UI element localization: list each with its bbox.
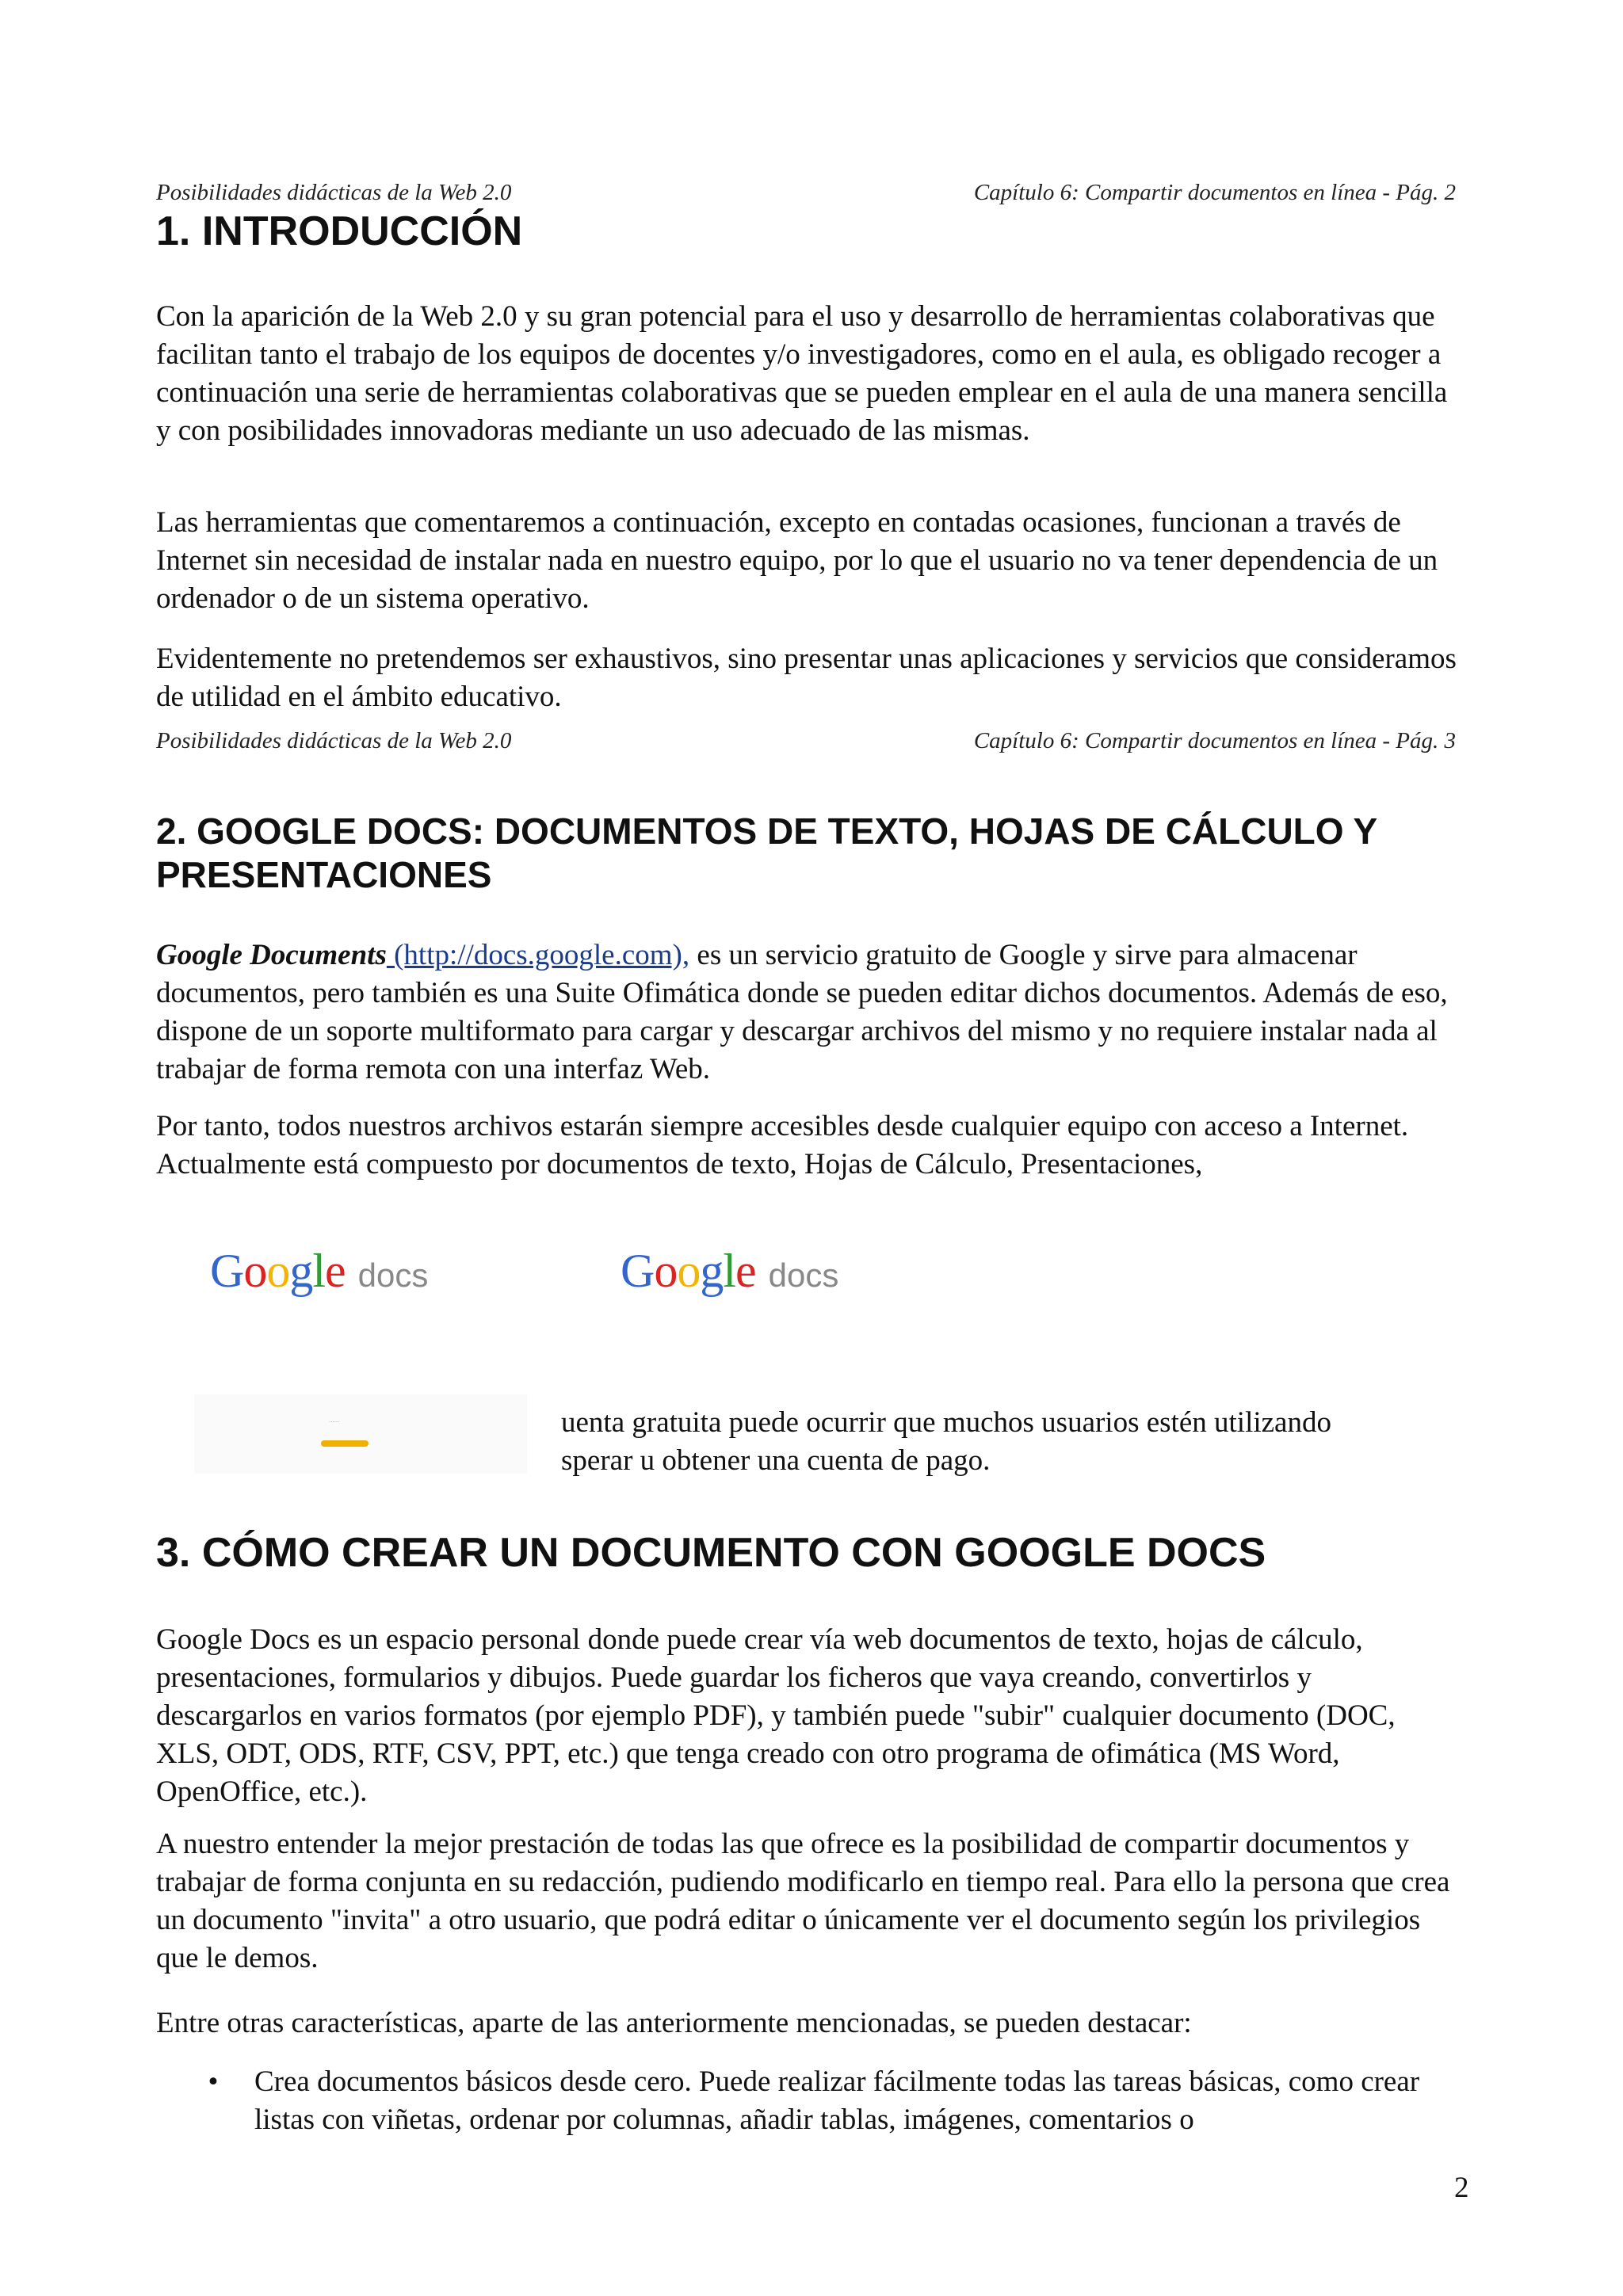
tiny-caption: ...... (329, 1417, 340, 1424)
list-item (156, 2063, 1464, 2139)
list-item-text: Crea documentos básicos desde cero. Puede realizar fácilmente todas las tareas básicas, como crear listas con viñetas, ordenar por columnas, añadir tablas, imágenes, comentarios o (254, 2065, 1420, 2136)
logo-docs-text: docs (768, 1257, 839, 1294)
paragraph: A nuestro entender la mejor prestación de todas las que ofrece es la posibilidad de compartir documentos y trabajar de forma conjunta en su redacción, pudiendo modificarlo en tiempo real. Para ello la persona que crea un documento "invita" a otro usuario, que podrá editar o únicamente ver el documento según los privilegios que le demos. (156, 1828, 1450, 1974)
header-right: Capítulo 6: Compartir documentos en línea - Pág. 2 (973, 180, 1456, 205)
paragraph-fragment (561, 1404, 1457, 1480)
yellow-bar (321, 1440, 369, 1447)
running-header (156, 179, 1456, 206)
heading-line: 2. GOOGLE DOCS: DOCUMENTOS DE TEXTO, HOJAS DE CÁLCULO Y (156, 810, 1378, 852)
screenshot-fragment-image (194, 1394, 527, 1474)
logo-docs-text: docs (357, 1257, 429, 1294)
section-heading-introduccion: 1. INTRODUCCIÓN (156, 208, 523, 254)
paragraph: Evidentemente no pretendemos ser exhaustivos, sino presentar unas aplicaciones y servicios que consideramos de utilidad en el ámbito educativo. (156, 643, 1457, 713)
paragraph: Entre otras características, aparte de las anteriormente mencionadas, se pueden destacar: (156, 2007, 1192, 2039)
header-left: Posibilidades didácticas de la Web 2.0 (156, 728, 512, 753)
paragraph: Google Docs es un espacio personal donde puede crear vía web documentos de texto, hojas de cálculo, presentaciones, formularios y dibujos. Puede guardar los ficheros que vaya creando, convertirlos y descargarlos en varios formatos (por ejemplo PDF), y también puede "subir" cualquier documento (DOC, XLS, ODT, ODS, RTF, CSV, PPT, etc.) que tenga creado con otro programa de ofimática (MS Word, OpenOffice, etc.). (156, 1623, 1396, 1808)
bullet-icon: • (208, 2065, 219, 2098)
docs-google-link[interactable]: (http://docs.google.com), (386, 939, 690, 971)
page-number: 2 (1454, 2172, 1469, 2204)
header-left: Posibilidades didácticas de la Web 2.0 (156, 180, 512, 205)
bold-term: Google Documents (156, 939, 387, 971)
paragraph: Por tanto, todos nuestros archivos estarán siempre accesibles desde cualquier equipo con acceso a Internet. Actualmente está compuesto por documentos de texto, Hojas de Cálculo, Presentaciones, (156, 1110, 1409, 1180)
paragraph: Con la aparición de la Web 2.0 y su gran potencial para el uso y desarrollo de herramientas colaborativas que facilitan tanto el trabajo de los equipos de docentes y/o investigadores, como en el aula, es obligado recoger a continuación una serie de herramientas colaborativas que se pueden emplear en el aula de una manera sencilla y con posibilidades innovadoras mediante un uso adecuado de las mismas. (156, 300, 1448, 447)
section-heading-google-docs (156, 810, 1503, 897)
paragraph-google-documents (156, 936, 1464, 1089)
fragment-line: sperar u obtener una cuenta de pago. (561, 1444, 991, 1477)
fragment-line: uenta gratuita puede ocurrir que muchos usuarios estén utilizando (561, 1406, 1331, 1439)
heading-line: PRESENTACIONES (156, 854, 492, 895)
header-right: Capítulo 6: Compartir documentos en línea - Pág. 3 (973, 728, 1456, 753)
running-header (156, 727, 1456, 754)
section-heading-como-crear: 3. CÓMO CREAR UN DOCUMENTO CON GOOGLE DOCS (156, 1530, 1266, 1576)
paragraph: Las herramientas que comentaremos a continuación, excepto en contadas ocasiones, funcionan a través de Internet sin necesidad de instalar nada en nuestro equipo, por lo que el usuario no va tener dependencia de un ordenador o de un sistema operativo. (156, 506, 1438, 615)
google-docs-logo: G o o g l e docs (210, 1245, 429, 1297)
google-docs-logo: G o o g l e docs (621, 1245, 839, 1297)
paragraph-text: es un servicio gratuito de Google y sirve para almacenar documentos, pero también es una Suite Ofimática donde se pueden editar dichos documentos. Además de eso, dispone de un soporte multiformato para cargar y descargar archivos del mismo y no requiere instalar nada al trabajar de forma remota con una interfaz Web. (156, 939, 1448, 1085)
